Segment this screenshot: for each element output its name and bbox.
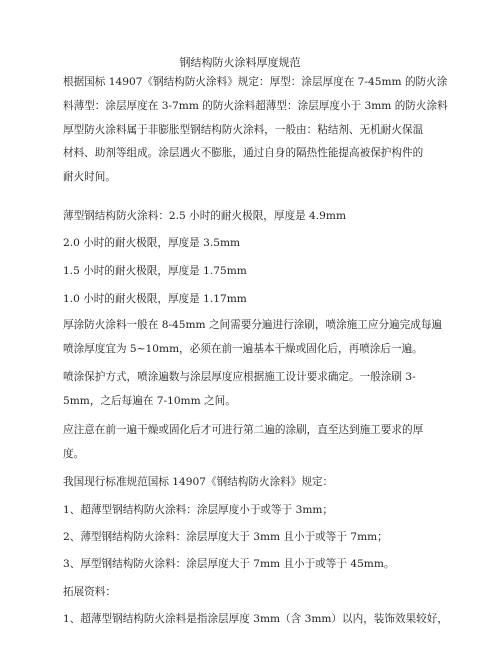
caution-paragraph bbox=[63, 419, 429, 466]
spray-method-paragraph bbox=[63, 366, 429, 413]
document-title: 钢结构防火涂料厚度规范 bbox=[179, 56, 301, 69]
thin-type-line-2 bbox=[63, 236, 429, 250]
standard-item-3 bbox=[63, 557, 429, 571]
text-line: 材料、助剂等组成。涂层遇火不膨胀，通过自身的隔热性能提高被保护构件的 bbox=[63, 147, 424, 160]
text-line: 我国现行标准规范国标 14907《钢结构防火涂料》规定： bbox=[63, 476, 334, 488]
text-line: 根据国标 14907《钢结构防火涂料》规定：厚型：涂层厚度在 7-45mm 的防火涂 bbox=[63, 76, 448, 88]
text-line: 喷涂保护方式，喷涂遍数与涂层厚度应根据施工设计要求确定。一般涂刷 3- bbox=[63, 371, 416, 383]
text-line: 料薄型：涂层厚度在 3-7mm 的防火涂料超薄型：涂层厚度小于 3mm 的防火涂料 bbox=[63, 99, 448, 112]
thin-type-line-1 bbox=[63, 209, 429, 223]
text-line: 度。 bbox=[63, 447, 85, 460]
text-line: 耐火时间。 bbox=[63, 171, 116, 184]
text-line: 应注意在前一遍干燥或固化后才可进行第二遍的涂刷，直至达到施工要求的厚 bbox=[63, 424, 424, 436]
text-line: 2.0 小时的耐火极限，厚度是 3.5mm bbox=[63, 237, 241, 249]
text-line: 2、薄型钢结构防火涂料：涂层厚度大于 3mm 且小于或等于 7mm； bbox=[63, 531, 388, 543]
text-line: 厚型防火涂料属于非膨胀型钢结构防火涂料，一般由：粘结剂、无机耐火保温 bbox=[63, 123, 424, 136]
text-line: 喷涂厚度宜为 5~10mm，必须在前一遍基本干燥或固化后，再喷涂后一遍。 bbox=[63, 342, 423, 355]
intro-paragraph bbox=[63, 71, 448, 190]
text-line: 1.0 小时的耐火极限，厚度是 1.17mm bbox=[63, 293, 247, 305]
text-line: 1、超薄型钢结构防火涂料：涂层厚度小于或等于 3mm； bbox=[63, 504, 333, 516]
text-line: 厚涂防火涂料一般在 8-45mm 之间需要分遍进行涂刷，喷涂施工应分遍完成每遍 bbox=[63, 319, 443, 331]
text-line: 薄型钢结构防火涂料：2.5 小时的耐火极限，厚度是 4.9mm bbox=[63, 210, 346, 222]
text-line: 拓展资料： bbox=[63, 586, 116, 598]
thin-type-line-3 bbox=[63, 264, 429, 278]
text-line: 3、厚型钢结构防火涂料：涂层厚度大于 7mm 且小于或等于 45mm。 bbox=[63, 558, 395, 570]
standard-item-2 bbox=[63, 530, 429, 544]
text-line: 1、超薄型钢结构防火涂料是指涂层厚度 3mm（含 3mm）以内，装饰效果较好， bbox=[63, 613, 448, 625]
text-line: 1.5 小时的耐火极限，厚度是 1.75mm bbox=[63, 265, 247, 277]
extended-item-1 bbox=[63, 612, 448, 626]
standard-intro bbox=[63, 475, 429, 489]
text-line: 5mm，之后每遍在 7-10mm 之间。 bbox=[63, 394, 236, 407]
thin-type-line-4 bbox=[63, 292, 429, 306]
standard-item-1 bbox=[63, 503, 429, 517]
thick-spray-paragraph bbox=[63, 314, 443, 361]
extended-heading bbox=[63, 585, 429, 599]
